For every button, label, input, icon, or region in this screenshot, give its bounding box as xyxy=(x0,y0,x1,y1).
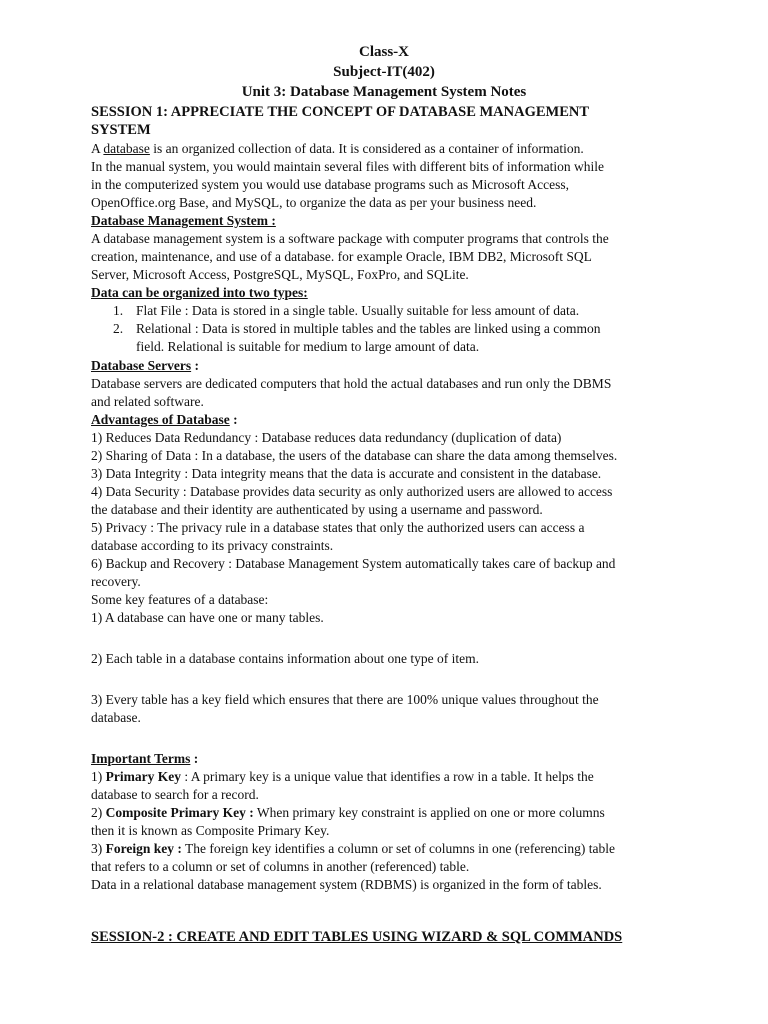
intro-pre: A xyxy=(91,141,104,156)
advantages-colon: : xyxy=(229,412,238,427)
intro-line: In the manual system, you would maintain several files with different bits of information while xyxy=(91,159,605,174)
term-primary-key-cont: database to search for a record. xyxy=(91,787,259,802)
term-label: Primary Key xyxy=(105,769,181,784)
list-number: 2. xyxy=(113,321,124,336)
list-number: 1. xyxy=(113,303,124,318)
list-item-relational: Relational : Data is stored in multiple tables and the tables are linked using a common xyxy=(136,321,601,336)
terms-colon: : xyxy=(190,751,199,766)
advantage-item: 2) Sharing of Data : In a database, the users of the database can share the data among themselves. xyxy=(91,448,618,463)
term-label: Composite Primary Key : xyxy=(105,805,254,820)
list-item-relational-cont: field. Relational is suitable for medium to large amount of data. xyxy=(136,339,480,354)
advantages-heading: Advantages of Database xyxy=(91,412,230,427)
term-composite-key-cont: then it is known as Composite Primary Key. xyxy=(91,823,330,838)
advantage-item: 1) Reduces Data Redundancy : Database reduces data redundancy (duplication of data) xyxy=(91,430,562,445)
unit-title: Unit 3: Database Management System Notes xyxy=(241,84,527,100)
servers-heading-line xyxy=(91,357,199,374)
term-foreign-key xyxy=(91,840,615,857)
list-item-flat-file: Flat File : Data is stored in a single table. Usually suitable for less amount of data. xyxy=(136,303,580,318)
term-foreign-key-cont: that refers to a column or set of columns in another (referenced) table. xyxy=(91,859,470,874)
intro-line: in the computerized system you would use database programs such as Microsoft Access, xyxy=(91,177,570,192)
intro-line xyxy=(91,140,584,157)
advantages-heading-line xyxy=(91,411,238,428)
types-heading: Data can be organized into two types: xyxy=(91,285,308,300)
term-label: Foreign key : xyxy=(105,841,182,856)
feature-item: 3) Every table has a key field which ensures that there are 100% unique values throughout the xyxy=(91,692,599,707)
advantage-item: 6) Backup and Recovery : Database Management System automatically takes care of backup and xyxy=(91,556,616,571)
advantage-item: 5) Privacy : The privacy rule in a database states that only the authorized users can access a xyxy=(91,520,585,535)
advantage-item-cont: database according to its privacy constraints. xyxy=(91,538,334,553)
term-number: 2) xyxy=(91,805,106,820)
term-text: When primary key constraint is applied on one or more columns xyxy=(253,805,605,820)
dbms-line: A database management system is a software package with computer programs that controls the xyxy=(91,231,609,246)
session2-title: SESSION-2 : CREATE AND EDIT TABLES USING WIZARD & SQL COMMANDS xyxy=(91,929,623,945)
advantage-item: 3) Data Integrity : Data integrity means that the data is accurate and consistent in the database. xyxy=(91,466,602,481)
dbms-line: creation, maintenance, and use of a database. for example Oracle, IBM DB2, Microsoft SQL xyxy=(91,249,592,264)
database-term: database xyxy=(103,141,150,156)
term-composite-key xyxy=(91,804,605,821)
servers-line: and related software. xyxy=(91,394,204,409)
servers-line: Database servers are dedicated computers that hold the actual databases and run only the DBMS xyxy=(91,376,612,391)
intro-post: is an organized collection of data. It is considered as a container of information. xyxy=(149,141,584,156)
advantage-item-cont: recovery. xyxy=(91,574,141,589)
terms-heading-line xyxy=(91,750,198,767)
term-number: 1) xyxy=(91,769,106,784)
feature-item-cont: database. xyxy=(91,710,141,725)
feature-item: 1) A database can have one or many tables. xyxy=(91,610,324,625)
servers-colon: : xyxy=(191,358,199,373)
dbms-heading: Database Management System : xyxy=(91,213,276,228)
term-number: 3) xyxy=(91,841,106,856)
features-heading: Some key features of a database: xyxy=(91,592,269,607)
term-text: : A primary key is a unique value that identifies a row in a table. It helps the xyxy=(180,769,594,784)
session1-title: SESSION 1: APPRECIATE THE CONCEPT OF DATABASE MANAGEMENT xyxy=(91,104,590,120)
advantage-item-cont: the database and their identity are authenticated by using a username and password. xyxy=(91,502,543,517)
dbms-line: Server, Microsoft Access, PostgreSQL, MySQL, FoxPro, and SQLite. xyxy=(91,267,469,282)
terms-heading: Important Terms xyxy=(91,751,191,766)
subject-heading: Subject-IT(402) xyxy=(333,64,435,80)
intro-line: OpenOffice.org Base, and MySQL, to organize the data as per your business need. xyxy=(91,195,537,210)
term-text: The foreign key identifies a column or set of columns in one (referencing) table xyxy=(181,841,615,856)
rdbms-note: Data in a relational database management system (RDBMS) is organized in the form of tables. xyxy=(91,877,602,892)
session1-title-cont: SYSTEM xyxy=(91,122,151,138)
term-primary-key xyxy=(91,768,594,785)
class-heading: Class-X xyxy=(358,44,409,60)
servers-heading: Database Servers xyxy=(91,358,192,373)
advantage-item: 4) Data Security : Database provides data security as only authorized users are allowed to access xyxy=(91,484,613,499)
feature-item: 2) Each table in a database contains information about one type of item. xyxy=(91,651,479,666)
